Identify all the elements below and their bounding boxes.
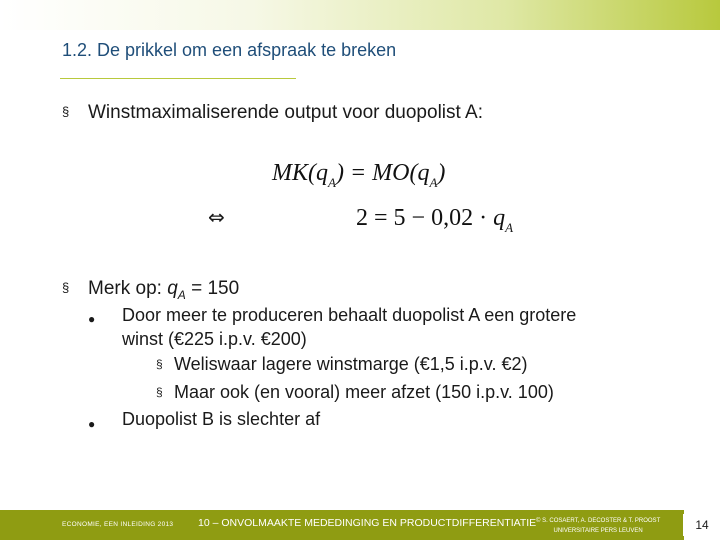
bullet-merk-op: § Merk op: $q_A = 150$ (62, 278, 240, 302)
bullet-marker: § (62, 104, 70, 119)
title-underline (60, 78, 296, 79)
sub-bullet-dot: ● (88, 312, 96, 326)
sub-bullet-dot: ● (88, 417, 96, 431)
footer-copyright: © S. COSAERT, A. DECOSTER & T. PROOST UNIVERSITAIRE PERS LEUVEN (536, 518, 661, 534)
sub-bullet-text-cont: winst (€225 i.p.v. €200) (122, 329, 307, 349)
sub-sub-bullet: § Weliswaar lagere winstmarge (€1,5 i.p.v. €2) (156, 354, 528, 374)
sub-bullet-text: Door meer te produceren behaalt duopolist A een grotere (122, 305, 577, 325)
sub-sub-bullet: § Maar ook (en vooral) meer afzet (150 i.p.v. 100) (156, 382, 554, 402)
header-band (0, 0, 720, 30)
bullet-marker: § (62, 280, 70, 295)
slide-title: 1.2. De prikkel om een afspraak te breken (62, 40, 397, 60)
bullet-winstmax (62, 102, 483, 124)
formula-line-2: $2 = 5 - 0,02 \cdot q_A$ (356, 205, 514, 235)
equivalence-symbol: ⇔ (208, 205, 225, 229)
footer-chapter: 10 – ONVOLMAAKTE MEDEDINGING EN PRODUCTDIFFERENTIATIE (198, 517, 537, 529)
bullet-text: Winstmaximaliserende output voor duopolist A: (88, 102, 483, 123)
sub-bullet-text: Duopolist B is slechter af (122, 409, 321, 429)
page-number: 14 (684, 510, 720, 540)
formula-line-1: $MK(q_A) = MO(q_A)$ (272, 160, 446, 190)
footer-book-title: ECONOMIE, EEN INLEIDING 2013 (62, 521, 174, 528)
